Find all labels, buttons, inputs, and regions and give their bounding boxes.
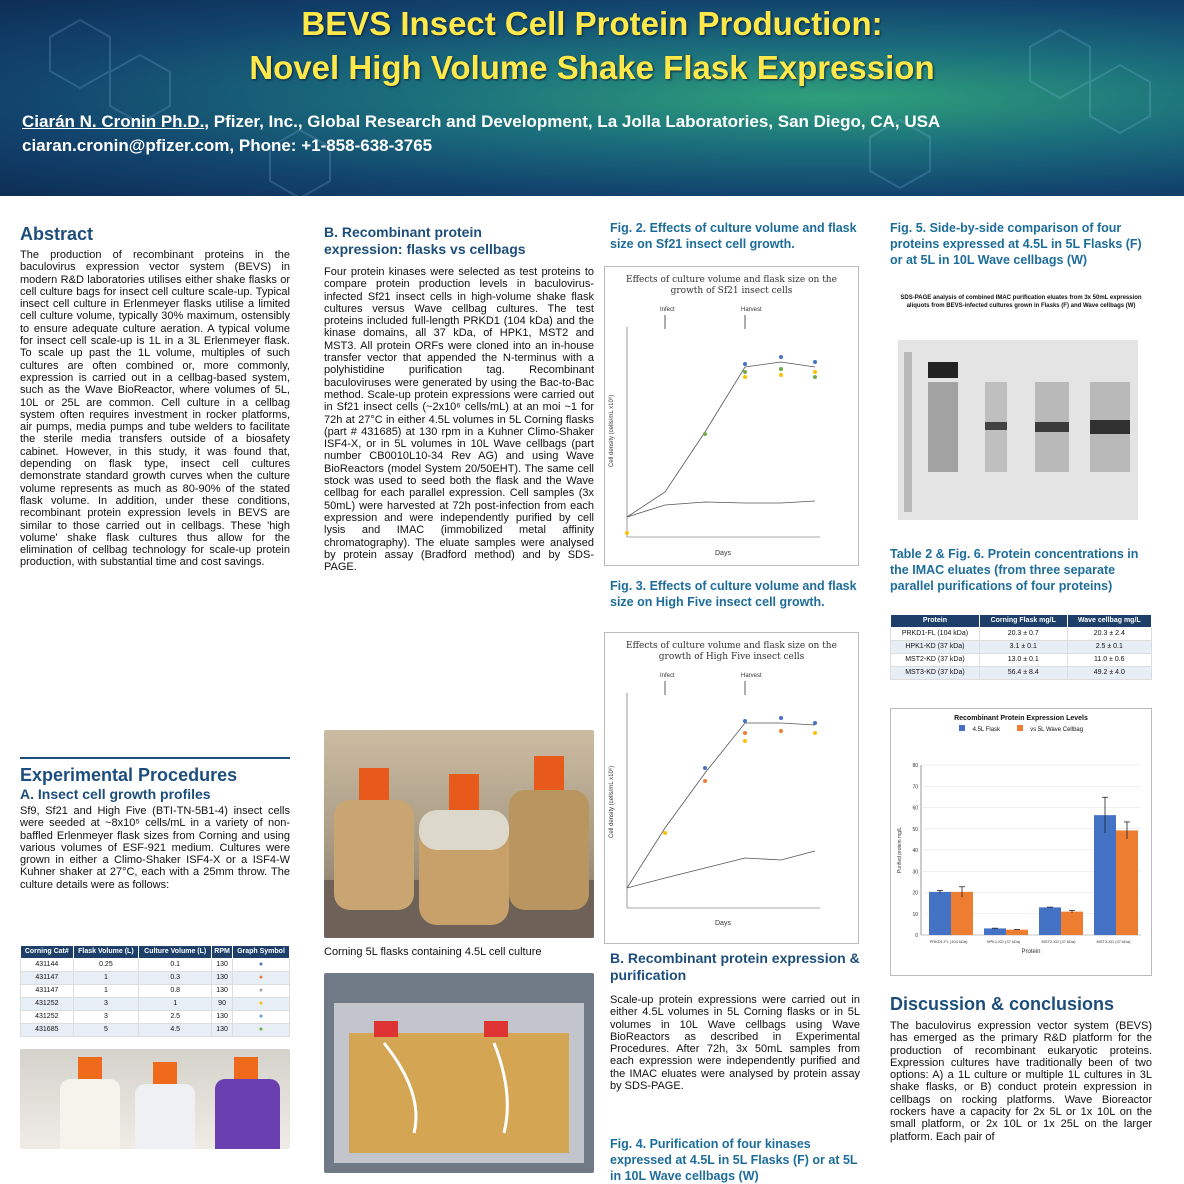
author-block bbox=[22, 110, 940, 158]
y-tick-label: 70 bbox=[912, 784, 918, 791]
flask-photo-bottom bbox=[20, 1049, 290, 1149]
culture-table-cell: 130 bbox=[212, 1024, 233, 1037]
protein-table-cell: 20.3 ± 2.4 bbox=[1067, 628, 1151, 641]
y-tick-label: 50 bbox=[912, 826, 918, 833]
culture-table-row bbox=[21, 959, 290, 972]
culture-table-cell: 5 bbox=[73, 1024, 139, 1037]
fig2-chart-title: Effects of culture volume and flask size on the growth of Sf21 insect cells bbox=[626, 275, 837, 296]
culture-table-cell: 431147 bbox=[21, 972, 74, 985]
protein-table-cell: 20.3 ± 0.7 bbox=[979, 628, 1067, 641]
culture-table-cell: ● bbox=[232, 1024, 289, 1037]
fig3-chart-title: Effects of culture volume and flask size on the growth of High Five insect cells bbox=[626, 641, 837, 662]
fig3-ylabel: Cell density (cells/mL x10⁶) bbox=[609, 765, 615, 838]
fig3-infect-label: Infect bbox=[660, 673, 675, 679]
bar-chart-title: Recombinant Protein Expression Levels bbox=[954, 715, 1088, 722]
procedures-subheading: A. Insect cell growth profiles bbox=[20, 786, 211, 802]
culture-table-cell: 431685 bbox=[21, 1024, 74, 1037]
culture-table-row bbox=[21, 1024, 290, 1037]
protein-table-cell: 56.4 ± 8.4 bbox=[979, 667, 1067, 680]
culture-table-cell: 130 bbox=[212, 959, 233, 972]
culture-table-header-cell: Corning Cat# bbox=[21, 946, 74, 959]
culture-table-cell: 1 bbox=[73, 972, 139, 985]
y-tick-label: 10 bbox=[912, 911, 918, 918]
abstract-heading: Abstract bbox=[20, 224, 94, 244]
bar-chart-plot bbox=[891, 735, 1153, 975]
category-label: PRKD1-FL (104 kDa) bbox=[929, 939, 968, 944]
poster-title bbox=[0, 2, 1184, 90]
culture-table-cell: 4.5 bbox=[139, 1024, 212, 1037]
protein-table-cell: 49.2 ± 4.0 bbox=[1067, 667, 1151, 680]
author-name: Ciarán N. Cronin Ph.D. bbox=[22, 112, 205, 131]
culture-table-header-cell: RPM bbox=[212, 946, 233, 959]
culture-table-cell: 0.3 bbox=[139, 972, 212, 985]
protein-table-row bbox=[891, 667, 1152, 680]
expression-bar-chart bbox=[890, 708, 1152, 976]
culture-table-header-cell: Graph Symbol bbox=[232, 946, 289, 959]
fig3-harvest-label: Harvest bbox=[741, 673, 762, 679]
column-2 bbox=[324, 214, 594, 1173]
poster-banner bbox=[0, 0, 1184, 196]
fig3-xlabel: Days bbox=[715, 920, 731, 927]
corning-flasks-graphic bbox=[324, 730, 594, 938]
bar-wave bbox=[1116, 830, 1138, 935]
culture-table-cell: 1 bbox=[73, 985, 139, 998]
culture-table-cell: 130 bbox=[212, 972, 233, 985]
bar-flask bbox=[1094, 815, 1116, 935]
corning-flasks-photo bbox=[324, 730, 594, 938]
culture-table-cell: 431144 bbox=[21, 959, 74, 972]
culture-table-cell: 431147 bbox=[21, 985, 74, 998]
gel-title: SDS-PAGE analysis of combined IMAC purification eluates from 3x 50mL expression aliquots from BEVS-infected cultures grown in Flasks (F) and Wave cellbags (W) bbox=[900, 295, 1142, 309]
culture-table-cell: ● bbox=[232, 959, 289, 972]
bar-wave bbox=[1006, 930, 1028, 935]
fig5-caption: Fig. 5. Side-by-side comparison of four proteins expressed at 4.5L in 5L Flasks (F) or at 5L in 10L Wave cellbags (W) bbox=[890, 221, 1142, 267]
culture-table-cell: ● bbox=[232, 1011, 289, 1024]
section-b2-text: Scale-up protein expressions were carried out in either 4.5L volumes in 5L Corning flasks or in 5L volumes in 10L Wave cellbags using Wave BioReactors as described in Experimental Procedures. After 72h, 3x 50mL samples from each expression were independently purified and the IMAC eluates were analysed by protein assay by SDS-PAGE. bbox=[610, 994, 860, 1093]
y-tick-label: 40 bbox=[912, 848, 918, 854]
section-b2-heading: B. Recombinant protein expression & purification bbox=[610, 950, 860, 983]
culture-table-cell: 431252 bbox=[21, 1011, 74, 1024]
section-divider bbox=[20, 757, 290, 759]
culture-table-cell: 130 bbox=[212, 1011, 233, 1024]
legend-wave: vs 5L Wave Cellbag bbox=[1014, 725, 1087, 735]
fig2-plot bbox=[605, 297, 860, 567]
protein-concentration-table bbox=[890, 614, 1152, 680]
culture-table-cell: 0.1 bbox=[139, 959, 212, 972]
culture-details-table bbox=[20, 945, 290, 1037]
section-b-text: Four protein kinases were selected as test proteins to compare protein production levels in baculovirus-infected Sf21 insect cells in high-volume shake flask cultures versus Wave cellbag cultures. The test proteins included full-length PRKD1 (104 kDa) and the kinase domains, all 37 kDa, of HPK1, MST2 and MST3. All protein ORFs were cloned into an in-house transfer vector that appended the N-terminus with a polyhistidine purification tag. Recombinant baculoviruses were generated by using the Bac-to-Bac method. Scale-up protein expressions were carried out in Sf21 insect cells (~2x10⁶ cells/mL) at an moi ~1 for 72h at 27°C in either 4.5L volumes in 5L Corning flasks (part # 431685) at 130 rpm in a Kuhner Climo-Shaker ISF4-X, or in 5L volumes in 10L Wave cellbags (part number CB0010L10-34 Rev AG) and using Wave BioReactors (model System 20/50EHT). The same cell stock was used to seed both the flask and the Wave cellbag for each parallel expression. Cell samples (3x 50mL) were harvested at 72h post-infection from each expression and were independently purified by cell lysis and IMAC (immobilized metal affinity chromatography). The eluate samples were analysed by protein assay (Bradford method) and by SDS-PAGE. bbox=[324, 266, 594, 574]
column-4 bbox=[890, 214, 1160, 1143]
culture-table-cell: 1 bbox=[139, 998, 212, 1011]
protein-table-cell: 13.0 ± 0.1 bbox=[979, 654, 1067, 667]
discussion-text: The baculovirus expression vector system (BEVS) has emerged as the primary R&D platform for the production of recombinant eukaryotic proteins. Expression cultures have traditionally been of two options: A) a 1L culture or multiple 1L cultures in 3L shake flasks, or B) conduct protein expression in cellbags on rocking platforms. Wave Bioreactor rockers have a capacity for 2x 5L or 1x 10L on the small platform, or 2x 10L or 1x 25L on the larger platform. Each pair of bbox=[890, 1020, 1152, 1143]
fig3-plot bbox=[605, 663, 860, 945]
section-b-heading: B. Recombinant protein expression: flasks vs cellbags bbox=[324, 224, 526, 257]
title-line-2: Novel High Volume Shake Flask Expression bbox=[249, 49, 935, 86]
protein-table-cell: 3.1 ± 0.1 bbox=[979, 641, 1067, 654]
y-axis-label: Purified protein mg/L bbox=[897, 826, 903, 874]
category-label: HPK1-KD (37 kDa) bbox=[986, 939, 1021, 944]
culture-table-row bbox=[21, 1011, 290, 1024]
protein-table-cell: PRKD1-FL (104 kDa) bbox=[891, 628, 980, 641]
culture-table-row bbox=[21, 972, 290, 985]
discussion-heading: Discussion & conclusions bbox=[890, 994, 1115, 1014]
procedures-heading: Experimental Procedures bbox=[20, 765, 238, 785]
title-line-1: BEVS Insect Cell Protein Production: bbox=[301, 5, 883, 42]
protein-table-header-cell: Corning Flask mg/L bbox=[979, 615, 1067, 628]
protein-table-cell: 11.0 ± 0.6 bbox=[1067, 654, 1151, 667]
bar-wave bbox=[1061, 912, 1083, 935]
fig5-gel bbox=[890, 292, 1152, 532]
culture-table-cell: 431252 bbox=[21, 998, 74, 1011]
y-tick-label: 0 bbox=[915, 933, 918, 939]
fig2-infect-label: Infect bbox=[660, 307, 675, 313]
abstract-text: The production of recombinant proteins in the baculovirus expression vector system (BEVS) in modern R&D laboratories utilises either shake flasks or cell culture bags for insect cell culture scale-up. Typical insect cell culture in Erlenmeyer flasks utilise a limited cell culture volume, typically 30% maximum, ostensibly to ensure adequate culture aeration. A typical volume for insect cell scale-up is 1L in a 3L Erlenmeyer flask. To scale up past the 1L volume, multiples of such cultures are often combined or, more commonly, expression is carried out in a cellbag-based system, such as the Wave BioReactor, where volumes of 5L, 10L or 25L are common. Cell culture in a cellbag system often requires investment in rocker platforms, air pumps, media pumps and tube welders to facilitate the sterile media transfers outside of a biosafety cabinet. However, in this study, it was found that, depending on flask type, insect cell cultures demonstrate standard growth curves when the culture volume represents as much as 80-90% of the stated flask volume. In addition, under these conditions, recombinant protein expression levels in BEVS are similar to those carried out in cellbags. These 'high volume' shake flask cultures thus allow for the elimination of cellbag technology for scale-up protein production, with substantial time and cost savings. bbox=[20, 249, 290, 569]
culture-table-cell: 2.5 bbox=[139, 1011, 212, 1024]
fig2-xlabel: Days bbox=[715, 550, 731, 557]
culture-table-cell: ● bbox=[232, 998, 289, 1011]
bar-chart-legend bbox=[891, 722, 1151, 735]
bar-flask bbox=[984, 928, 1006, 935]
procedures-text: Sf9, Sf21 and High Five (BTI-TN-5B1-4) insect cells were seeded at ~8x10⁵ cells/mL in a variety of non-baffled Erlenmeyer flask sizes from Corning and using various volumes of ESF-921 medium. Cultures were grown in either a Climo-Shaker ISF4-X or a ISF4-W Kuhner shaker at 27°C, each with a 25mm throw. The culture details were as follows: bbox=[20, 805, 290, 891]
y-tick-label: 60 bbox=[912, 805, 918, 812]
culture-table-cell: 130 bbox=[212, 985, 233, 998]
culture-table-row bbox=[21, 998, 290, 1011]
fig2-harvest-label: Harvest bbox=[741, 307, 762, 313]
protein-table-row bbox=[891, 628, 1152, 641]
culture-table-header bbox=[21, 946, 290, 959]
y-tick-label: 20 bbox=[912, 890, 918, 897]
culture-table-cell: 3 bbox=[73, 1011, 139, 1024]
sds-page-gel-image bbox=[890, 312, 1152, 522]
protein-table-cell: MST2-KD (37 kDa) bbox=[891, 654, 980, 667]
author-affiliation: , Pfizer, Inc., Global Research and Development, La Jolla Laboratories, San Diego, CA, USA bbox=[204, 112, 941, 131]
column-3 bbox=[609, 214, 872, 1183]
culture-table-cell: 90 bbox=[212, 998, 233, 1011]
flask-photo-graphic bbox=[20, 1049, 290, 1149]
protein-table-cell: HPK1-KD (37 kDa) bbox=[891, 641, 980, 654]
author-contact: ciaran.cronin@pfizer.com, Phone: +1-858-638-3765 bbox=[22, 136, 433, 155]
y-tick-label: 80 bbox=[912, 763, 918, 769]
column-1 bbox=[20, 214, 290, 1149]
fig3-growth-chart bbox=[604, 632, 859, 944]
fig2-caption: Fig. 2. Effects of culture volume and flask size on Sf21 insect cell growth. bbox=[610, 221, 857, 251]
category-label: MST3-KD (37 kDa) bbox=[1096, 939, 1131, 944]
protein-table-row bbox=[891, 641, 1152, 654]
culture-table-cell: ● bbox=[232, 985, 289, 998]
category-label: MST2-KD (37 kDa) bbox=[1041, 939, 1076, 944]
culture-table-row bbox=[21, 985, 290, 998]
fig4-caption: Fig. 4. Purification of four kinases expressed at 4.5L in 5L Flasks (F) or at 5L in 10L Wave cellbags (W) bbox=[610, 1137, 858, 1183]
fig2-growth-chart bbox=[604, 266, 859, 566]
culture-table-cell: ● bbox=[232, 972, 289, 985]
protein-table-header-cell: Wave cellbag mg/L bbox=[1067, 615, 1151, 628]
culture-table-header-cell: Flask Volume (L) bbox=[73, 946, 139, 959]
bar-flask bbox=[929, 892, 951, 935]
wave-cellbag-photo bbox=[324, 973, 594, 1173]
culture-table-cell: 3 bbox=[73, 998, 139, 1011]
bar-wave bbox=[951, 892, 973, 935]
table2-caption: Table 2 & Fig. 6. Protein concentrations in the IMAC eluates (from three separate parallel purifications of four proteins) bbox=[890, 547, 1139, 593]
culture-table-cell: 0.25 bbox=[73, 959, 139, 972]
culture-table-cell: 0.8 bbox=[139, 985, 212, 998]
culture-table-header-cell: Culture Volume (L) bbox=[139, 946, 212, 959]
legend-flask: 4.5L Flask bbox=[956, 725, 1003, 735]
protein-table-cell: MST3-KD (37 kDa) bbox=[891, 667, 980, 680]
protein-table-header-cell: Protein bbox=[891, 615, 980, 628]
protein-table-cell: 2.5 ± 0.1 bbox=[1067, 641, 1151, 654]
bar-flask bbox=[1039, 907, 1061, 935]
protein-table-row bbox=[891, 654, 1152, 667]
y-tick-label: 30 bbox=[912, 869, 918, 876]
wave-cellbag-graphic bbox=[324, 973, 594, 1173]
x-axis-label: Protein bbox=[1021, 949, 1041, 955]
fig2-ylabel: Cell density (cells/mL x10⁶) bbox=[609, 394, 615, 467]
corning-photo-caption: Corning 5L flasks containing 4.5L cell culture bbox=[324, 946, 542, 958]
fig3-caption: Fig. 3. Effects of culture volume and flask size on High Five insect cell growth. bbox=[610, 579, 857, 609]
protein-table-header bbox=[891, 615, 1152, 628]
